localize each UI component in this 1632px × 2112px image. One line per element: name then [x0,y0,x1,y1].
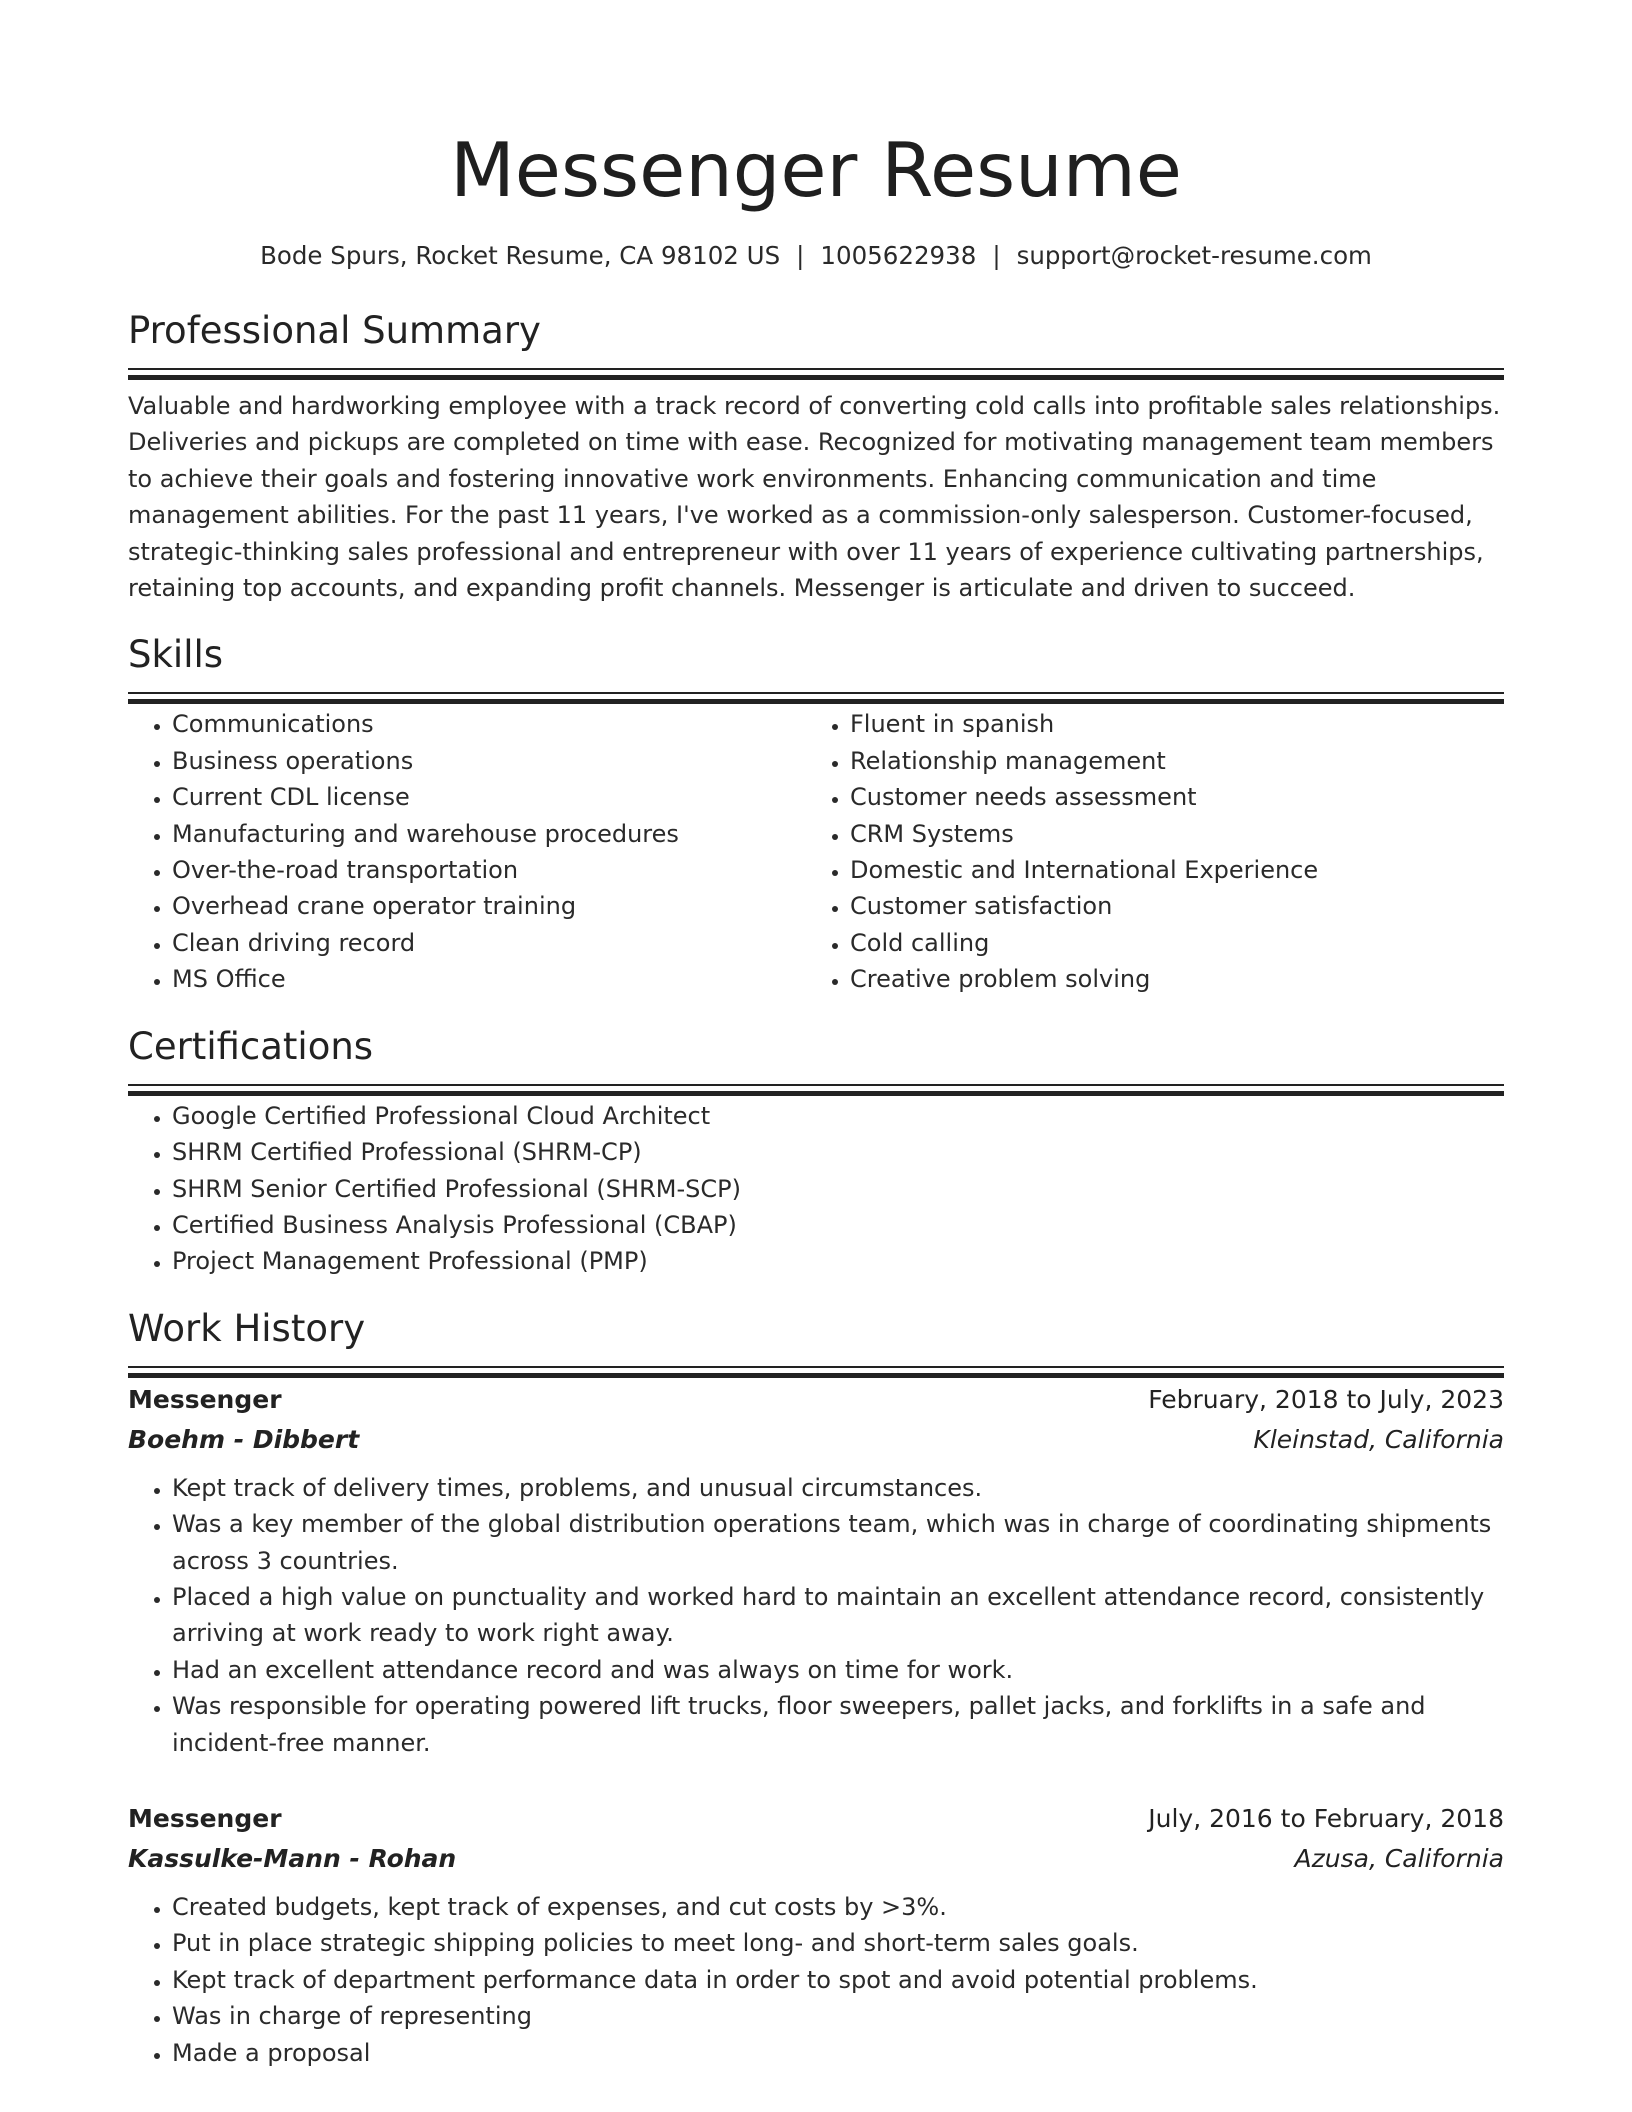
certification-item: • Project Management Professional (PMP) [172,1243,1504,1279]
summary-section [128,308,1504,606]
certifications-section [128,1024,1504,1280]
job-entry [128,1380,1504,1761]
certification-item: • SHRM Certified Professional (SHRM-CP) [172,1134,1504,1170]
skill-item: • Manufacturing and warehouse procedures [172,816,806,852]
certification-item: • SHRM Senior Certified Professional (SHRM-SCP) [172,1171,1504,1207]
job-bullet: • Put in place strategic shipping policies to meet long- and short-term sales goals. [172,1925,1504,1961]
skill-item: • Current CDL license [172,779,806,815]
job-dates: July, 2016 to February, 2018 [1148,1803,1504,1833]
skill-item: • Cold calling [850,925,1484,961]
skills-columns [128,706,1504,997]
section-divider [128,1366,1504,1368]
skill-item: • Relationship management [850,743,1484,779]
job-bullet: • Kept track of department performance data in order to spot and avoid potential problems. [172,1962,1504,1998]
skill-item: • Business operations [172,743,806,779]
job-company: Boehm - Dibbert [128,1424,360,1454]
job-bullet: • Had an excellent attendance record and was always on time for work. [172,1652,1504,1688]
work-history-section [128,1306,1504,2071]
summary-heading: Professional Summary [128,309,541,352]
job-bullet: • Kept track of delivery times, problems, and unusual circumstances. [172,1470,1504,1506]
job-location: Kleinstad, California [1253,1424,1504,1454]
job-bullets [128,1889,1504,2071]
job-title: Messenger [128,1803,282,1833]
job-bullet: • Placed a high value on punctuality and worked hard to maintain an excellent attendance record, consistently arriving at work ready to work right away. [172,1579,1504,1652]
job-company-row [128,1839,1504,1879]
contact-phone: 1005622938 [820,241,977,270]
contact-email: support@rocket-resume.com [1016,241,1372,270]
skills-list-left [128,706,806,997]
job-bullets [128,1470,1504,1761]
skill-item: • Customer needs assessment [850,779,1484,815]
job-dates: February, 2018 to July, 2023 [1148,1384,1504,1414]
certifications-heading: Certifications [128,1024,374,1068]
summary-text: Valuable and hardworking employee with a track record of converting cold calls into profitable sales relationships. Deliveries and pickups are completed on time with ease. Recognized for motivating management team members to achieve their goals and fostering innovative work environments. Enhancing communication and time management abilities. For the past 11 years, I've worked as a commission-only salesperson. Customer-focused, strategic-thinking sales professional and entrepreneur with over 11 years of experience cultivating partnerships, retaining top accounts, and expanding profit channels. Messenger is articulate and driven to succeed. [128,392,1501,603]
skills-heading: Skills [128,633,224,677]
section-divider [128,368,1504,370]
job-company-row [128,1420,1504,1460]
job-bullet: • Was a key member of the global distribution operations team, which was in charge of coordinating shipments across 3 countries. [172,1506,1504,1579]
skill-item: • Fluent in spanish [850,706,1484,742]
certifications-list [128,1098,1504,1280]
job-bullet: • Was in charge of representing [172,1998,1504,2034]
skills-list-right [806,706,1484,997]
skill-item: • Customer satisfaction [850,888,1484,924]
certification-item: • Google Certified Professional Cloud Architect [172,1098,1504,1134]
skill-item: • Creative problem solving [850,961,1484,997]
job-bullet: • Made a proposal [172,2035,1504,2071]
job-title: Messenger [128,1384,282,1414]
skill-item: • Communications [172,706,806,742]
resume-page [128,0,1504,2071]
contact-line [128,240,1504,272]
skill-item: • Domestic and International Experience [850,852,1484,888]
job-header-row [128,1799,1504,1839]
skill-item: • MS Office [172,961,806,997]
skill-item: • Overhead crane operator training [172,888,806,924]
contact-address: Bode Spurs, Rocket Resume, CA 98102 US [260,241,781,270]
skill-item: • Over-the-road transportation [172,852,806,888]
section-divider [128,692,1504,694]
skills-section [128,632,1504,997]
contact-separator: | [796,241,805,270]
job-bullet: • Created budgets, kept track of expenses, and cut costs by >3%. [172,1889,1504,1925]
skill-item: • Clean driving record [172,925,806,961]
job-bullet: • Was responsible for operating powered lift trucks, floor sweepers, pallet jacks, and forklifts in a safe and incident-free manner. [172,1688,1504,1761]
skill-item: • CRM Systems [850,816,1484,852]
certification-item: • Certified Business Analysis Professional (CBAP) [172,1207,1504,1243]
job-header-row [128,1380,1504,1420]
contact-separator: | [992,241,1001,270]
resume-name: Messenger Resume [450,126,1182,214]
section-divider [128,1084,1504,1086]
job-entry [128,1799,1504,2071]
job-company: Kassulke-Mann - Rohan [128,1843,457,1873]
work-history-heading: Work History [128,1306,366,1350]
job-location: Azusa, California [1294,1843,1504,1873]
